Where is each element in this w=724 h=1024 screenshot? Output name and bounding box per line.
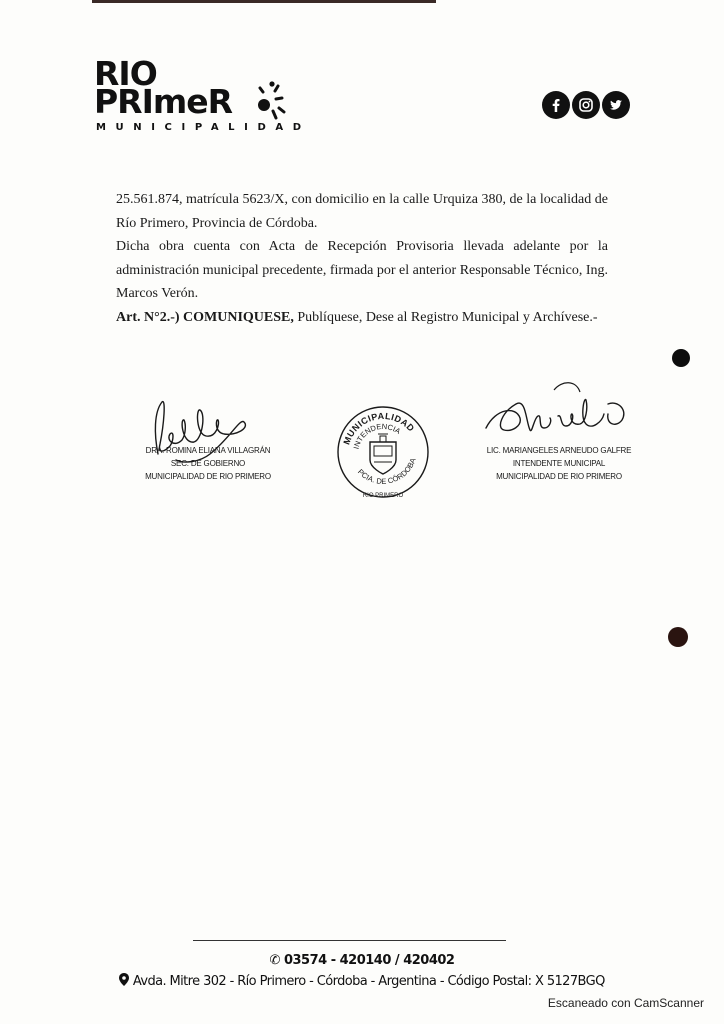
scan-top-edge <box>92 0 436 3</box>
logo-text-rio: RIO <box>94 54 157 93</box>
facebook-icon[interactable] <box>542 91 570 119</box>
signer-right-org: MUNICIPALIDAD DE RIO PRIMERO <box>496 472 622 481</box>
signature-right-caption <box>484 444 634 483</box>
location-pin-icon <box>119 973 129 986</box>
municipal-seal <box>334 404 432 500</box>
scan-hole-mark-2 <box>668 627 688 647</box>
resolution-body <box>116 188 608 330</box>
logo-subtitle: MUNICIPALIDAD <box>96 122 311 133</box>
footer-address <box>0 973 724 989</box>
signer-right-role: INTENDENTE MUNICIPAL <box>512 459 606 468</box>
footer-address-text: Avda. Mitre 302 - Río Primero - Córdoba - Argentina - Código Postal: X 5127BGQ <box>132 974 605 989</box>
article-2 <box>116 306 608 330</box>
paragraph-1: 25.561.874, matrícula 5623/X, con domicilio en la calle Urquiza 380, de la localidad de Río Primero, Provincia de Córdoba. <box>116 192 608 231</box>
seal-bottom-text: PCIA. DE CÓRDOBA <box>355 456 418 486</box>
signer-right-name: LIC. MARIANGELES ARNEUDO GALFRE <box>486 446 632 455</box>
seal-inner-text: INTENDENCIA <box>351 421 403 450</box>
twitter-icon[interactable] <box>602 91 630 119</box>
logo-figure-icon <box>252 78 290 122</box>
seal-top-text: MUNICIPALIDAD <box>341 410 417 446</box>
phone-icon: ✆ <box>269 953 280 968</box>
article-2-text: Publíquese, Dese al Registro Municipal y Archívese.- <box>293 309 598 325</box>
footer-phone-text: 03574 - 420140 / 420402 <box>283 953 455 968</box>
instagram-icon[interactable] <box>572 91 600 119</box>
signature-left-caption <box>128 444 288 483</box>
municipality-logo <box>94 54 311 138</box>
social-icons <box>542 91 630 119</box>
signer-left-org: MUNICIPALIDAD DE RIO PRIMERO <box>145 472 271 481</box>
footer-phone <box>0 953 724 968</box>
paragraph-2: Dicha obra cuenta con Acta de Recepción Provisoria llevada adelante por la administración municipal precedente, firmada por el anterior Responsable Técnico, Ing. Marcos Verón. <box>116 239 608 302</box>
camscanner-watermark: Escaneado con CamScanner <box>547 996 704 1010</box>
seal-bottom-text-2: RIO PRIMERO <box>362 493 404 499</box>
footer-divider <box>193 940 506 941</box>
signer-left-role: SEC. DE GOBIERNO <box>170 459 246 468</box>
scan-hole-mark <box>672 349 690 367</box>
article-2-label: Art. N°2.-) COMUNIQUESE, <box>116 309 294 325</box>
logo-text-primero: PRImeR <box>94 82 233 121</box>
signer-left-name: DRA. ROMINA ELIANA VILLAGRÁN <box>145 446 271 455</box>
